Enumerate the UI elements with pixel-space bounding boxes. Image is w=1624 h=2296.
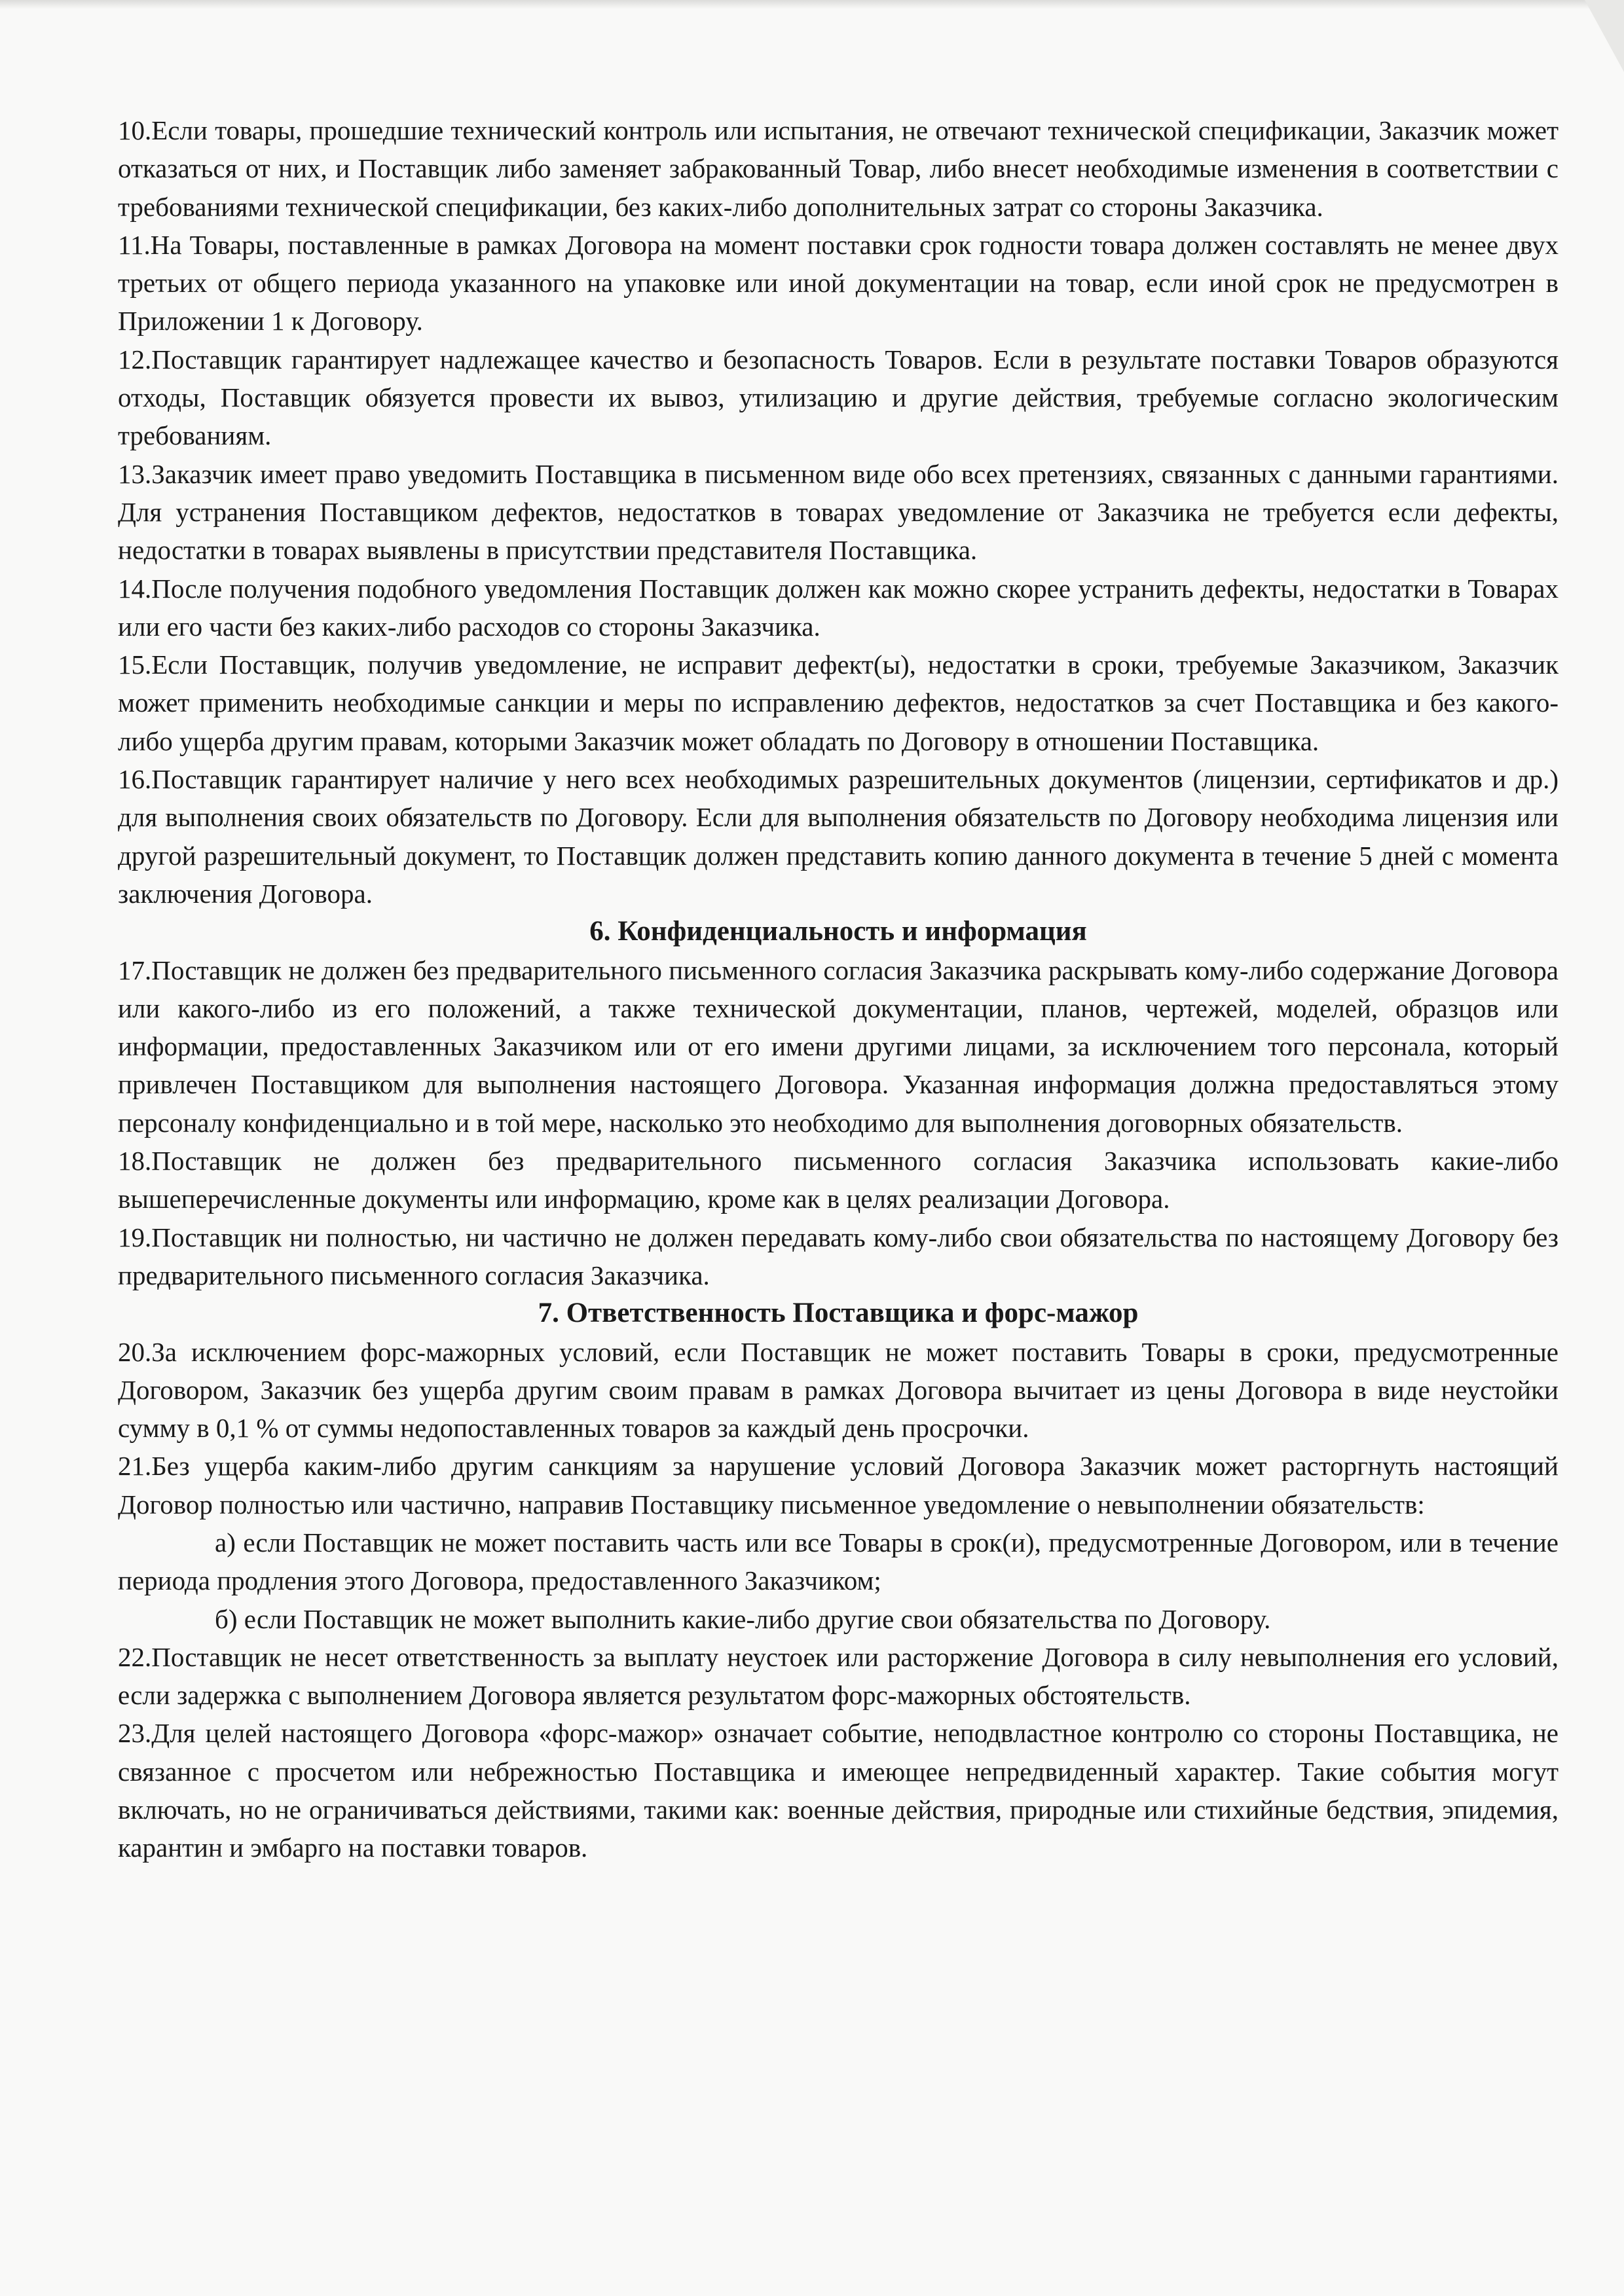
clause-13: 13.Заказчик имеет право уведомить Поставщика в письменном виде обо всех претензиях, связанных с данными гарантиями. Для устранения Поставщиком дефектов, недостатков в товарах уведомление от Заказчика не требуется если дефекты, недостатки в товарах выявлены в присутствии представителя Поставщика. [118, 458, 1559, 566]
clause-11: 11.На Товары, поставленные в рамках Договора на момент поставки срок годности товара должен составлять не менее двух третьих от общего периода указанного на упаковке или иной документации на товар, если иной срок не предусмотрен в Приложении 1 к Договору. [118, 229, 1559, 337]
clause-16: 16.Поставщик гарантирует наличие у него всех необходимых разрешительных документов (лицензии, сертификатов и др.) для выполнения своих обязательств по Договору. Если для выполнения обязательств по Договору необходима лицензия или другой разрешительный документ, то Поставщик должен представить копию данного документа в течение 5 дней с момента заключения Договора. [118, 764, 1559, 909]
section-7-heading: 7. Ответственность Поставщика и форс-мажор [538, 1298, 1139, 1329]
document-body [118, 111, 1559, 1867]
clause-22: 22.Поставщик не несет ответственность за выплату неустоек или расторжение Договора в силу невыполнения его условий, если задержка с выполнением Договора является результатом форс-мажорных обстоятельств. [118, 1641, 1559, 1711]
clause-21-item-b: б) если Поставщик не может выполнить какие-либо другие свои обязательства по Договору. [215, 1603, 1271, 1634]
clause-19: 19.Поставщик ни полностью, ни частично не должен передавать кому-либо свои обязательства по настоящему Договору без предварительного письменного согласия Заказчика. [118, 1222, 1559, 1290]
clause-20: 20.За исключением форс-мажорных условий, если Поставщик не может поставить Товары в сроки, предусмотренные Договором, Заказчик без ущерба другим своим правам в рамках Договора вычитает из цены Договора в виде неустойки сумму в 0,1 % от суммы недопоставленных товаров за каждый день просрочки. [118, 1336, 1559, 1444]
clause-12: 12.Поставщик гарантирует надлежащее качество и безопасность Товаров. Если в результате поставки Товаров образуются отходы, Поставщик обязуется провести их вывоз, утилизацию и другие действия, требуемые согласно экологическим требованиям. [118, 344, 1559, 451]
page-corner-fold [1585, 0, 1624, 72]
scan-top-edge [0, 0, 1624, 9]
clause-21: 21.Без ущерба каким-либо другим санкциям за нарушение условий Договора Заказчик может расторгнуть настоящий Договор полностью или частично, направив Поставщику письменное уведомление о невыполнении обязательств: [118, 1451, 1559, 1520]
section-6-heading: 6. Конфиденциальность и информация [589, 916, 1087, 947]
clause-23: 23.Для целей настоящего Договора «форс-мажор» означает событие, неподвластное контролю со стороны Поставщика, не связанное с просчетом или небрежностью Поставщика и имеющее непредвиденный характер. Такие события могут включать, но не ограничиваться действиями, такими как: военные действия, природные или стихийные бедствия, эпидемия, карантин и эмбарго на поставки товаров. [118, 1718, 1559, 1863]
clause-17: 17.Поставщик не должен без предварительного письменного согласия Заказчика раскрывать кому-либо содержание Договора или какого-либо из его положений, а также технической документации, планов, чертежей, моделей, образцов или информации, предоставленных Заказчиком или от его имени другими лицами, за исключением того персонала, который привлечен Поставщиком для выполнения настоящего Договора. Указанная информация должна предоставляться этому персоналу конфиденциально и в той мере, насколько это необходимо для выполнения договорных обязательств. [118, 955, 1559, 1138]
clause-14: 14.После получения подобного уведомления Поставщик должен как можно скорее устранить дефекты, недостатки в Товарах или его части без каких-либо расходов со стороны Заказчика. [118, 573, 1559, 642]
clause-21-item-a: а) если Поставщик не может поставить часть или все Товары в срок(и), предусмотренные Договором, или в течение периода продления этого Договора, предоставленного Заказчиком; [118, 1527, 1559, 1596]
clause-18: 18.Поставщик не должен без предварительного письменного согласия Заказчика использовать какие-либо вышеперечисленные документы или информацию, кроме как в целях реализации Договора. [118, 1146, 1559, 1214]
clause-10: 10.Если товары, прошедшие технический контроль или испытания, не отвечают технической спецификации, Заказчик может отказаться от них, и Поставщик либо заменяет забракованный Товар, либо внесет необходимые изменения в соответствии с требованиями технической спецификации, без каких-либо дополнительных затрат со стороны Заказчика. [118, 115, 1559, 222]
clause-15: 15.Если Поставщик, получив уведомление, не исправит дефект(ы), недостатки в сроки, требуемые Заказчиком, Заказчик может применить необходимые санкции и меры по исправлению дефектов, недостатков за счет Поставщика и без какого-либо ущерба другим правам, которыми Заказчик может обладать по Договору в отношении Поставщика. [118, 649, 1559, 756]
